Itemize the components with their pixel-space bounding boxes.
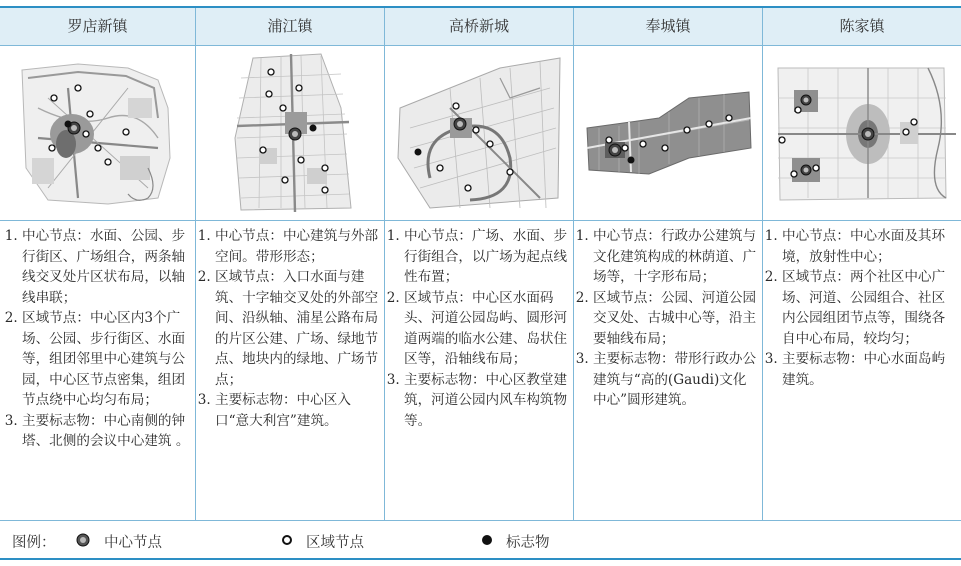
legend-center-node-label: 中心节点 bbox=[104, 535, 162, 551]
legend-landmark-label: 标志物 bbox=[506, 535, 550, 551]
map-row-divider bbox=[0, 220, 961, 221]
map-gaoqiao bbox=[390, 48, 568, 216]
notes-pujiang bbox=[201, 226, 380, 431]
bottom-rule bbox=[0, 558, 961, 560]
note-landmark: 3. 主要标志物：带形行政办公建筑与“高的(Gaudi)文化中心”圆形建筑。 bbox=[593, 349, 758, 411]
note-center-node: 1. 中心节点：中心水面及其环境，放射性中心； bbox=[782, 226, 954, 267]
center-node-icon bbox=[76, 533, 90, 547]
map-luodian bbox=[8, 48, 188, 216]
note-area-node: 2. 区域节点：公园、河道公园交叉处、古城中心等，沿主要轴线布局； bbox=[593, 288, 758, 350]
note-center-node: 1. 中心节点：广场、水面、步行街组合，以广场为起点线性布置； bbox=[404, 226, 569, 288]
note-landmark: 3. 主要标志物：中心南侧的钟塔、北侧的会议中心建筑 。 bbox=[22, 411, 190, 452]
notes-luodian bbox=[8, 226, 190, 452]
note-area-node: 2. 区域节点：中心区内3个广场、公园、步行街区、水面等，组团邻里中心建筑与公园，中心区节点密集，组团节点绕中心均匀布局； bbox=[22, 308, 190, 411]
legend-area-node-label: 区域节点 bbox=[306, 535, 364, 551]
note-landmark: 3. 主要标志物：中心区教堂建筑，河道公园内风车构筑物等。 bbox=[404, 370, 569, 432]
town-header-chenjia: 陈家镇 bbox=[839, 17, 885, 35]
note-center-node: 1. 中心节点：行政办公建筑与文化建筑构成的林荫道、广场等，十字形布局； bbox=[593, 226, 758, 288]
town-header-luodian: 罗店新镇 bbox=[67, 17, 128, 35]
note-landmark: 3. 主要标志物：中心区入口“意大利宫”建筑。 bbox=[215, 390, 380, 431]
legend bbox=[0, 521, 961, 558]
header-divider bbox=[0, 45, 961, 46]
note-area-node: 2. 区域节点：入口水面与建筑、十字轴交叉处的外部空间、沿纵轴、浦星公路布局的片区公建、广场、绿地节点、地块内的绿地、广场节点； bbox=[215, 267, 380, 390]
map-pujiang bbox=[201, 48, 379, 216]
column-divider bbox=[762, 8, 763, 520]
notes-chenjia bbox=[768, 226, 954, 390]
notes-fengcheng bbox=[579, 226, 758, 411]
area-node-icon bbox=[280, 533, 294, 547]
note-center-node: 1. 中心节点：水面、公园、步行街区、广场组合，两条轴线交叉处片区状布局，以轴线串联； bbox=[22, 226, 190, 308]
column-divider bbox=[384, 8, 385, 520]
note-landmark: 3. 主要标志物：中心水面岛屿建筑。 bbox=[782, 349, 954, 390]
note-area-node: 2. 区域节点：两个社区中心广场、河道、公园组合、社区内公园组团节点等，围绕各自中心布局，较均匀； bbox=[782, 267, 954, 349]
map-fengcheng bbox=[579, 48, 757, 216]
landmark-icon bbox=[480, 533, 494, 547]
note-center-node: 1. 中心节点：中心建筑与外部空间。带形形态； bbox=[215, 226, 380, 267]
town-header-gaoqiao: 高桥新城 bbox=[448, 17, 509, 35]
column-divider bbox=[195, 8, 196, 520]
town-header-pujiang: 浦江镇 bbox=[267, 17, 313, 35]
legend-title: 图例： bbox=[12, 535, 56, 551]
notes-gaoqiao bbox=[390, 226, 569, 431]
column-divider bbox=[573, 8, 574, 520]
note-area-node: 2. 区域节点：中心区水面码头、河道公园岛屿、圆形河道两端的临水公建、岛状住区等，沿轴线布局； bbox=[404, 288, 569, 370]
map-chenjia bbox=[768, 48, 956, 216]
town-header-fengcheng: 奉城镇 bbox=[645, 17, 691, 35]
